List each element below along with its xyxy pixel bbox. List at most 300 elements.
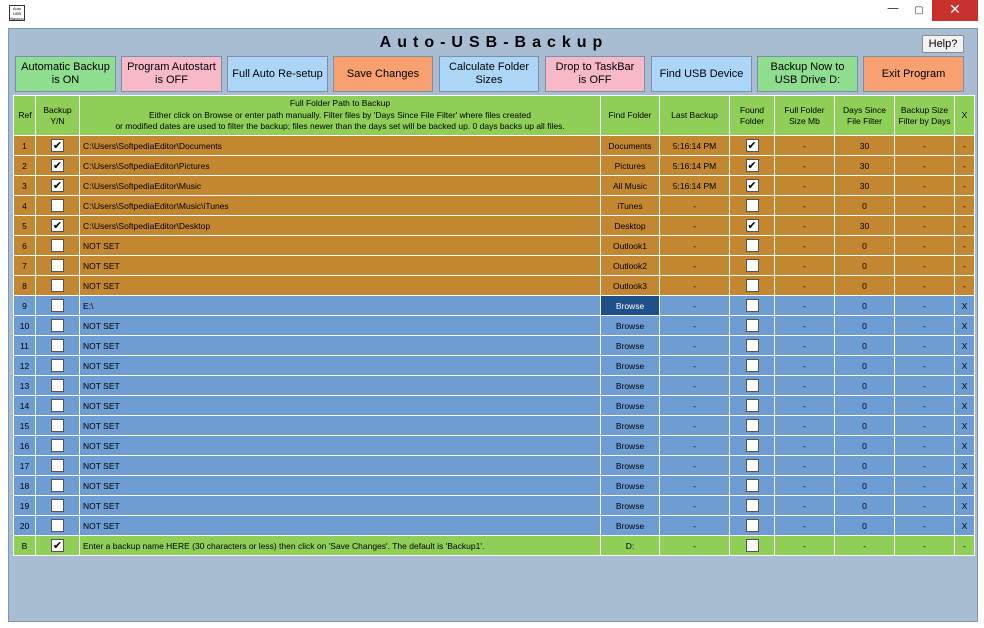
browse-button[interactable]: Browse bbox=[601, 496, 660, 516]
row-found-checkbox bbox=[746, 279, 759, 292]
row-find-folder[interactable]: Pictures bbox=[601, 156, 660, 176]
name-row-found-checkbox bbox=[746, 539, 759, 552]
row-ref: 10 bbox=[14, 316, 36, 336]
row-remove-button[interactable]: X bbox=[955, 336, 975, 356]
row-find-folder[interactable]: Desktop bbox=[601, 216, 660, 236]
row-found-cell bbox=[730, 476, 775, 496]
header-backup-yn: Backup Y/N bbox=[36, 96, 80, 136]
backup-name-input[interactable]: Enter a backup name HERE (30 characters or less) then click on 'Save Changes'. The default is 'Backup1'. bbox=[80, 536, 601, 556]
find-usb-device-button[interactable]: Find USB Device bbox=[651, 56, 752, 92]
row-backup-checkbox[interactable] bbox=[51, 199, 64, 212]
row-backup-checkbox[interactable] bbox=[51, 459, 64, 472]
row-remove-button[interactable]: X bbox=[955, 316, 975, 336]
row-last-backup: - bbox=[660, 296, 730, 316]
header-last-backup: Last Backup bbox=[660, 96, 730, 136]
row-found-checkbox bbox=[746, 499, 759, 512]
row-backup-size: - bbox=[895, 176, 955, 196]
row-found-cell bbox=[730, 396, 775, 416]
row-remove-button[interactable]: X bbox=[955, 516, 975, 536]
row-folder-path[interactable]: C:\Users\SoftpediaEditor\Desktop bbox=[80, 216, 601, 236]
row-folder-path[interactable]: NOT SET bbox=[80, 456, 601, 476]
row-remove-button[interactable]: X bbox=[955, 356, 975, 376]
row-found-checkbox bbox=[746, 479, 759, 492]
row-found-cell bbox=[730, 136, 775, 156]
header-folder-path: Full Folder Path to Backup Either click on Browse or enter path manually. Filter files by 'Days Since File Filter' where files created or modified dates are used to filter the backup; files newer than the days set will be backed up. 0 days backs up all files. bbox=[80, 96, 601, 136]
row-backup-checkbox[interactable] bbox=[51, 359, 64, 372]
table-row bbox=[14, 296, 975, 316]
row-days-filter[interactable]: 30 bbox=[835, 156, 895, 176]
row-last-backup: - bbox=[660, 476, 730, 496]
row-backup-checkbox[interactable] bbox=[51, 319, 64, 332]
row-ref: 15 bbox=[14, 416, 36, 436]
browse-button[interactable]: Browse bbox=[601, 396, 660, 416]
minimize-button[interactable]: — bbox=[887, 1, 899, 15]
row-backup-size: - bbox=[895, 236, 955, 256]
row-backup-cell[interactable] bbox=[36, 436, 80, 456]
app-title: Auto-USB-Backup bbox=[379, 34, 609, 51]
row-backup-cell[interactable] bbox=[36, 376, 80, 396]
row-folder-size: - bbox=[775, 336, 835, 356]
row-folder-size: - bbox=[775, 196, 835, 216]
table-row bbox=[14, 136, 975, 156]
row-last-backup: - bbox=[660, 396, 730, 416]
row-find-folder[interactable]: All Music bbox=[601, 176, 660, 196]
row-days-filter[interactable]: 0 bbox=[835, 436, 895, 456]
row-backup-checkbox[interactable] bbox=[51, 259, 64, 272]
row-folder-size: - bbox=[775, 476, 835, 496]
row-folder-path[interactable]: NOT SET bbox=[80, 356, 601, 376]
row-found-cell bbox=[730, 356, 775, 376]
row-backup-checkbox[interactable] bbox=[51, 339, 64, 352]
row-days-filter[interactable]: 0 bbox=[835, 456, 895, 476]
browse-button[interactable]: Browse bbox=[601, 456, 660, 476]
row-days-filter[interactable]: 0 bbox=[835, 516, 895, 536]
row-folder-path[interactable]: NOT SET bbox=[80, 236, 601, 256]
row-folder-path[interactable]: NOT SET bbox=[80, 276, 601, 296]
row-backup-cell[interactable] bbox=[36, 176, 80, 196]
row-last-backup: 5:16:14 PM bbox=[660, 176, 730, 196]
header-days-filter: Days Since File Filter bbox=[835, 96, 895, 136]
header-x: X bbox=[955, 96, 975, 136]
row-found-cell bbox=[730, 516, 775, 536]
row-ref: 5 bbox=[14, 216, 36, 236]
row-folder-path[interactable]: NOT SET bbox=[80, 496, 601, 516]
row-ref: 20 bbox=[14, 516, 36, 536]
row-backup-size: - bbox=[895, 416, 955, 436]
row-remove-button[interactable]: X bbox=[955, 456, 975, 476]
row-folder-size: - bbox=[775, 176, 835, 196]
row-ref: 6 bbox=[14, 236, 36, 256]
row-last-backup: - bbox=[660, 456, 730, 476]
name-row-ref: B bbox=[14, 536, 36, 556]
row-days-filter[interactable]: 0 bbox=[835, 416, 895, 436]
row-backup-size: - bbox=[895, 376, 955, 396]
row-backup-cell[interactable] bbox=[36, 356, 80, 376]
table-row bbox=[14, 456, 975, 476]
row-found-cell bbox=[730, 376, 775, 396]
browse-button[interactable]: Browse bbox=[601, 476, 660, 496]
table-row bbox=[14, 516, 975, 536]
row-found-checkbox: ✔ bbox=[747, 179, 757, 192]
row-ref: 8 bbox=[14, 276, 36, 296]
row-backup-cell[interactable] bbox=[36, 256, 80, 276]
row-backup-checkbox[interactable]: ✔ bbox=[52, 159, 63, 172]
row-days-filter[interactable]: 0 bbox=[835, 496, 895, 516]
row-days-filter[interactable]: 0 bbox=[835, 196, 895, 216]
row-last-backup: - bbox=[660, 416, 730, 436]
row-found-checkbox bbox=[746, 379, 759, 392]
row-found-cell bbox=[730, 416, 775, 436]
row-folder-path[interactable]: NOT SET bbox=[80, 336, 601, 356]
row-folder-path[interactable]: C:\Users\SoftpediaEditor\Music bbox=[80, 176, 601, 196]
row-found-checkbox bbox=[746, 399, 759, 412]
browse-button[interactable]: Browse bbox=[601, 316, 660, 336]
table-row bbox=[14, 376, 975, 396]
backup-folders-table bbox=[13, 95, 975, 556]
row-last-backup: - bbox=[660, 276, 730, 296]
table-row bbox=[14, 336, 975, 356]
row-last-backup: 5:16:14 PM bbox=[660, 156, 730, 176]
row-backup-checkbox[interactable] bbox=[51, 419, 64, 432]
header-found-folder: Found Folder bbox=[730, 96, 775, 136]
row-found-checkbox bbox=[746, 359, 759, 372]
row-last-backup: - bbox=[660, 256, 730, 276]
row-remove-button[interactable]: X bbox=[955, 416, 975, 436]
app-icon: Auto USB Backup bbox=[10, 6, 24, 21]
calculate-folder-sizes-button[interactable]: Calculate Folder Sizes bbox=[439, 56, 539, 92]
program-autostart-button[interactable]: Program Autostart is OFF bbox=[121, 56, 222, 92]
row-folder-path[interactable]: NOT SET bbox=[80, 516, 601, 536]
row-folder-size: - bbox=[775, 276, 835, 296]
browse-button[interactable]: Browse bbox=[601, 356, 660, 376]
row-backup-checkbox[interactable] bbox=[51, 379, 64, 392]
header-backup-size-filter: Backup Size Filter by Days bbox=[895, 96, 955, 136]
row-days-filter[interactable]: 30 bbox=[835, 216, 895, 236]
row-ref: 1 bbox=[14, 136, 36, 156]
full-auto-resetup-button[interactable]: Full Auto Re-setup bbox=[227, 56, 328, 92]
row-folder-size: - bbox=[775, 316, 835, 336]
row-x: - bbox=[955, 256, 975, 276]
table-row bbox=[14, 256, 975, 276]
name-row-backup-cell[interactable] bbox=[36, 536, 80, 556]
row-found-cell bbox=[730, 436, 775, 456]
row-last-backup: - bbox=[660, 336, 730, 356]
row-found-checkbox bbox=[746, 419, 759, 432]
row-folder-path[interactable]: C:\Users\SoftpediaEditor\Pictures bbox=[80, 156, 601, 176]
row-backup-checkbox[interactable] bbox=[51, 399, 64, 412]
row-backup-checkbox[interactable] bbox=[51, 279, 64, 292]
row-backup-size: - bbox=[895, 496, 955, 516]
row-days-filter[interactable]: 0 bbox=[835, 316, 895, 336]
row-backup-size: - bbox=[895, 216, 955, 236]
browse-button[interactable]: Browse bbox=[601, 296, 660, 316]
name-row-bsize: - bbox=[895, 536, 955, 556]
row-days-filter[interactable]: 30 bbox=[835, 136, 895, 156]
row-remove-button[interactable]: X bbox=[955, 496, 975, 516]
row-backup-cell[interactable] bbox=[36, 456, 80, 476]
table-row bbox=[14, 436, 975, 456]
row-ref: 11 bbox=[14, 336, 36, 356]
row-folder-path[interactable]: NOT SET bbox=[80, 316, 601, 336]
row-folder-path[interactable]: C:\Users\SoftpediaEditor\Music\iTunes bbox=[80, 196, 601, 216]
row-backup-cell[interactable] bbox=[36, 516, 80, 536]
row-folder-path[interactable]: NOT SET bbox=[80, 416, 601, 436]
row-backup-cell[interactable] bbox=[36, 496, 80, 516]
row-found-checkbox bbox=[746, 259, 759, 272]
table-row bbox=[14, 416, 975, 436]
row-folder-size: - bbox=[775, 436, 835, 456]
row-found-cell bbox=[730, 456, 775, 476]
row-found-checkbox: ✔ bbox=[747, 139, 757, 152]
row-ref: 4 bbox=[14, 196, 36, 216]
row-backup-size: - bbox=[895, 396, 955, 416]
name-row-x: - bbox=[955, 536, 975, 556]
row-ref: 14 bbox=[14, 396, 36, 416]
close-button[interactable]: ✕ bbox=[932, 0, 978, 21]
table-row bbox=[14, 396, 975, 416]
browse-button[interactable]: Browse bbox=[601, 336, 660, 356]
row-found-cell bbox=[730, 176, 775, 196]
row-found-cell bbox=[730, 496, 775, 516]
row-backup-size: - bbox=[895, 336, 955, 356]
row-days-filter[interactable]: 0 bbox=[835, 256, 895, 276]
row-backup-checkbox[interactable] bbox=[51, 239, 64, 252]
row-ref: 9 bbox=[14, 296, 36, 316]
table-row bbox=[14, 216, 975, 236]
row-folder-size: - bbox=[775, 136, 835, 156]
row-backup-checkbox[interactable] bbox=[51, 439, 64, 452]
browse-button[interactable]: Browse bbox=[601, 376, 660, 396]
row-remove-button[interactable]: X bbox=[955, 436, 975, 456]
row-found-checkbox bbox=[746, 199, 759, 212]
row-ref: 12 bbox=[14, 356, 36, 376]
row-backup-checkbox[interactable] bbox=[51, 479, 64, 492]
row-folder-size: - bbox=[775, 156, 835, 176]
table-row bbox=[14, 276, 975, 296]
row-days-filter[interactable]: 0 bbox=[835, 336, 895, 356]
row-backup-checkbox[interactable]: ✔ bbox=[52, 219, 63, 232]
header-find-folder: Find Folder bbox=[601, 96, 660, 136]
row-last-backup: - bbox=[660, 436, 730, 456]
browse-button[interactable]: Browse bbox=[601, 516, 660, 536]
row-backup-cell[interactable] bbox=[36, 136, 80, 156]
row-folder-path[interactable]: NOT SET bbox=[80, 376, 601, 396]
row-folder-path[interactable]: NOT SET bbox=[80, 476, 601, 496]
row-days-filter[interactable]: 0 bbox=[835, 236, 895, 256]
row-remove-button[interactable]: X bbox=[955, 376, 975, 396]
row-found-cell bbox=[730, 216, 775, 236]
row-folder-size: - bbox=[775, 296, 835, 316]
table-row bbox=[14, 356, 975, 376]
row-x: - bbox=[955, 276, 975, 296]
row-backup-cell[interactable] bbox=[36, 216, 80, 236]
row-folder-path[interactable]: E:\ bbox=[80, 296, 601, 316]
row-last-backup: - bbox=[660, 316, 730, 336]
table-body bbox=[14, 136, 975, 536]
table-row bbox=[14, 196, 975, 216]
row-find-folder[interactable]: Outlook3 bbox=[601, 276, 660, 296]
row-found-cell bbox=[730, 236, 775, 256]
row-backup-cell[interactable] bbox=[36, 416, 80, 436]
row-found-checkbox bbox=[746, 459, 759, 472]
row-folder-size: - bbox=[775, 216, 835, 236]
row-folder-path[interactable]: C:\Users\SoftpediaEditor\Documents bbox=[80, 136, 601, 156]
row-folder-path[interactable]: NOT SET bbox=[80, 256, 601, 276]
row-days-filter[interactable]: 30 bbox=[835, 176, 895, 196]
row-backup-cell[interactable] bbox=[36, 316, 80, 336]
row-last-backup: - bbox=[660, 356, 730, 376]
row-x: - bbox=[955, 196, 975, 216]
row-ref: 7 bbox=[14, 256, 36, 276]
row-found-cell bbox=[730, 316, 775, 336]
row-backup-cell[interactable] bbox=[36, 276, 80, 296]
row-last-backup: - bbox=[660, 376, 730, 396]
row-backup-size: - bbox=[895, 436, 955, 456]
row-x: - bbox=[955, 236, 975, 256]
row-backup-size: - bbox=[895, 316, 955, 336]
row-backup-checkbox[interactable] bbox=[51, 299, 64, 312]
row-remove-button[interactable]: X bbox=[955, 476, 975, 496]
row-found-checkbox bbox=[746, 439, 759, 452]
row-backup-cell[interactable] bbox=[36, 396, 80, 416]
row-backup-size: - bbox=[895, 156, 955, 176]
table-row bbox=[14, 236, 975, 256]
row-backup-size: - bbox=[895, 356, 955, 376]
row-x: - bbox=[955, 216, 975, 236]
row-backup-checkbox[interactable]: ✔ bbox=[52, 139, 63, 152]
row-found-cell bbox=[730, 256, 775, 276]
row-days-filter[interactable]: 0 bbox=[835, 276, 895, 296]
row-days-filter[interactable]: 0 bbox=[835, 376, 895, 396]
browse-button[interactable]: Browse bbox=[601, 436, 660, 456]
exit-program-button[interactable]: Exit Program bbox=[863, 56, 964, 92]
header-ref: Ref bbox=[14, 96, 36, 136]
row-days-filter[interactable]: 0 bbox=[835, 356, 895, 376]
row-find-folder[interactable]: Outlook1 bbox=[601, 236, 660, 256]
row-found-checkbox: ✔ bbox=[747, 159, 757, 172]
row-folder-size: - bbox=[775, 456, 835, 476]
row-folder-path[interactable]: NOT SET bbox=[80, 436, 601, 456]
row-backup-size: - bbox=[895, 276, 955, 296]
app-client-area bbox=[8, 28, 978, 622]
row-ref: 2 bbox=[14, 156, 36, 176]
table-row bbox=[14, 176, 975, 196]
row-days-filter[interactable]: 0 bbox=[835, 476, 895, 496]
row-backup-size: - bbox=[895, 296, 955, 316]
row-find-folder[interactable]: Outlook2 bbox=[601, 256, 660, 276]
row-last-backup: - bbox=[660, 216, 730, 236]
row-backup-cell[interactable] bbox=[36, 236, 80, 256]
row-folder-size: - bbox=[775, 236, 835, 256]
row-backup-checkbox[interactable] bbox=[51, 519, 64, 532]
row-folder-size: - bbox=[775, 396, 835, 416]
row-found-checkbox bbox=[746, 239, 759, 252]
row-backup-cell[interactable] bbox=[36, 296, 80, 316]
row-found-checkbox bbox=[746, 299, 759, 312]
backup-name-row bbox=[14, 536, 975, 556]
row-folder-size: - bbox=[775, 496, 835, 516]
row-remove-button[interactable]: X bbox=[955, 396, 975, 416]
row-last-backup: - bbox=[660, 516, 730, 536]
row-x: - bbox=[955, 156, 975, 176]
drop-to-taskbar-button[interactable]: Drop to TaskBar is OFF bbox=[545, 56, 645, 92]
row-x: - bbox=[955, 136, 975, 156]
row-found-cell bbox=[730, 156, 775, 176]
name-row-days: - bbox=[835, 536, 895, 556]
row-found-cell bbox=[730, 336, 775, 356]
row-folder-size: - bbox=[775, 256, 835, 276]
row-backup-size: - bbox=[895, 456, 955, 476]
row-last-backup: 5:16:14 PM bbox=[660, 136, 730, 156]
name-row-last-backup: - bbox=[660, 536, 730, 556]
window-titlebar[interactable] bbox=[0, 0, 984, 28]
row-backup-size: - bbox=[895, 476, 955, 496]
row-found-checkbox bbox=[746, 319, 759, 332]
row-ref: 19 bbox=[14, 496, 36, 516]
name-row-found-cell bbox=[730, 536, 775, 556]
row-ref: 18 bbox=[14, 476, 36, 496]
row-folder-path[interactable]: NOT SET bbox=[80, 396, 601, 416]
row-found-cell bbox=[730, 296, 775, 316]
row-backup-cell[interactable] bbox=[36, 336, 80, 356]
table-row bbox=[14, 496, 975, 516]
row-backup-size: - bbox=[895, 136, 955, 156]
header-folder-size: Full Folder Size Mb bbox=[775, 96, 835, 136]
row-folder-size: - bbox=[775, 356, 835, 376]
row-ref: 16 bbox=[14, 436, 36, 456]
row-folder-size: - bbox=[775, 416, 835, 436]
row-found-checkbox bbox=[746, 519, 759, 532]
row-remove-button[interactable]: X bbox=[955, 296, 975, 316]
row-found-cell bbox=[730, 276, 775, 296]
row-backup-cell[interactable] bbox=[36, 476, 80, 496]
help-button[interactable]: Help? bbox=[922, 35, 964, 53]
name-row-backup-checkbox[interactable]: ✔ bbox=[52, 539, 63, 552]
row-folder-size: - bbox=[775, 376, 835, 396]
row-find-folder[interactable]: Documents bbox=[601, 136, 660, 156]
row-folder-size: - bbox=[775, 516, 835, 536]
row-ref: 13 bbox=[14, 376, 36, 396]
automatic-backup-button[interactable]: Automatic Backup is ON bbox=[15, 56, 116, 92]
row-backup-size: - bbox=[895, 516, 955, 536]
row-backup-cell[interactable] bbox=[36, 156, 80, 176]
row-days-filter[interactable]: 0 bbox=[835, 396, 895, 416]
row-backup-checkbox[interactable]: ✔ bbox=[52, 179, 63, 192]
backup-now-button[interactable]: Backup Now to USB Drive D: bbox=[757, 56, 858, 92]
row-last-backup: - bbox=[660, 236, 730, 256]
row-last-backup: - bbox=[660, 196, 730, 216]
row-backup-size: - bbox=[895, 196, 955, 216]
table-row bbox=[14, 316, 975, 336]
row-ref: 17 bbox=[14, 456, 36, 476]
table-header-row bbox=[14, 96, 975, 136]
browse-button[interactable]: Browse bbox=[601, 416, 660, 436]
row-backup-size: - bbox=[895, 256, 955, 276]
row-ref: 3 bbox=[14, 176, 36, 196]
row-backup-checkbox[interactable] bbox=[51, 499, 64, 512]
save-changes-button[interactable]: Save Changes bbox=[333, 56, 433, 92]
row-days-filter[interactable]: 0 bbox=[835, 296, 895, 316]
row-backup-cell[interactable] bbox=[36, 196, 80, 216]
table-row bbox=[14, 476, 975, 496]
name-row-drive: D: bbox=[601, 536, 660, 556]
row-found-checkbox: ✔ bbox=[747, 219, 757, 232]
maximize-button[interactable]: ▢ bbox=[914, 5, 924, 16]
row-last-backup: - bbox=[660, 496, 730, 516]
row-x: - bbox=[955, 176, 975, 196]
row-find-folder[interactable]: iTunes bbox=[601, 196, 660, 216]
row-found-checkbox bbox=[746, 339, 759, 352]
